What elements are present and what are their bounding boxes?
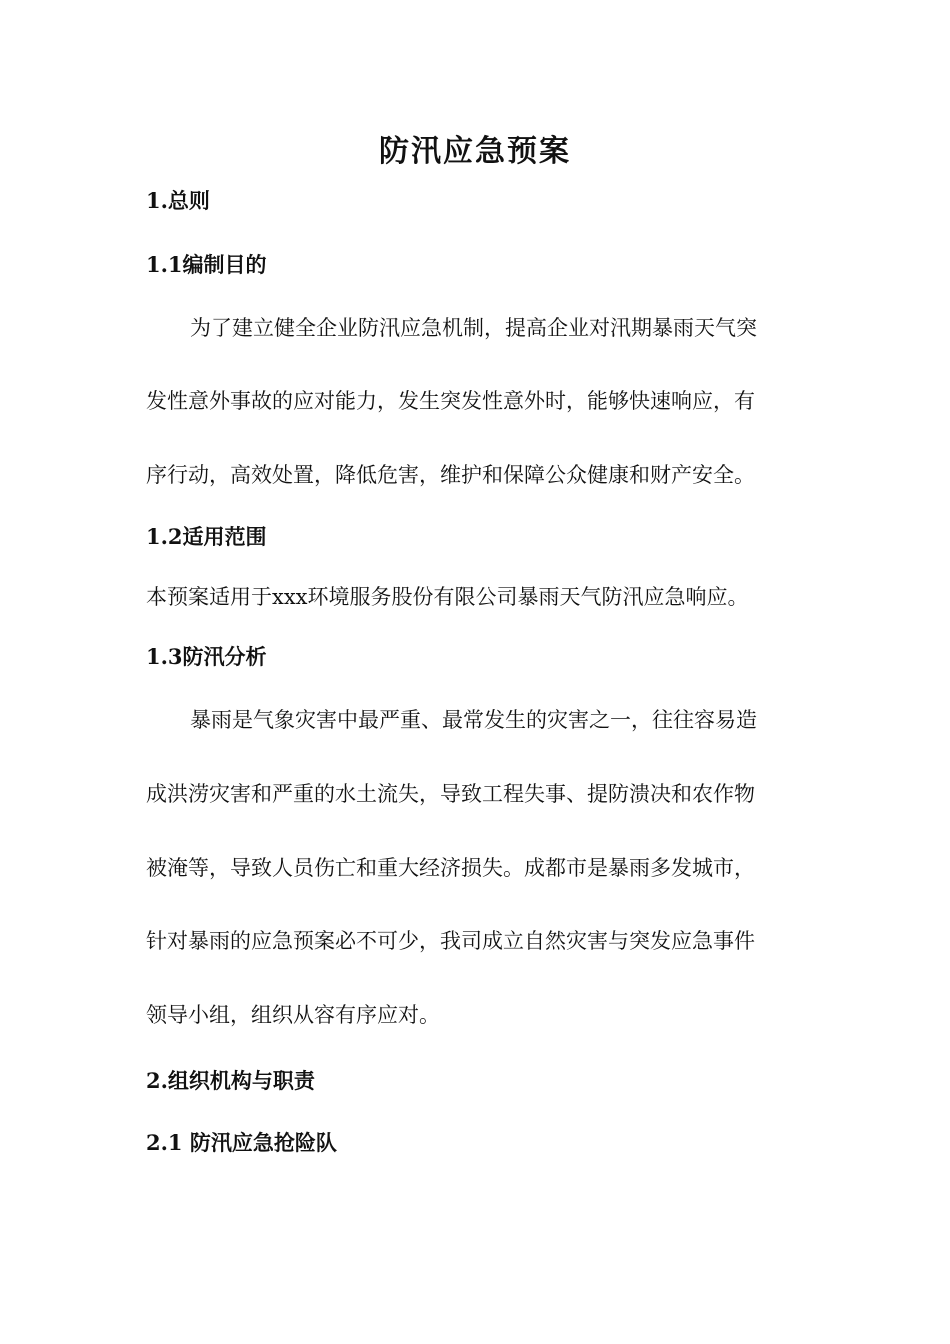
paragraph-line: 针对暴雨的应急预案必不可少，我司成立自然灾害与突发应急事件	[146, 929, 755, 953]
section-heading-1-2: 1.2适用范围	[146, 524, 267, 549]
section-heading-2: 2.组织机构与职责	[146, 1068, 315, 1093]
paragraph-line: 被淹等，导致人员伤亡和重大经济损失。成都市是暴雨多发城市，	[146, 856, 755, 880]
paragraph-line: 发性意外事故的应对能力，发生突发性意外时，能够快速响应，有	[146, 389, 755, 413]
section-heading-2-1: 2.1 防汛应急抢险队	[146, 1130, 337, 1155]
document-title: 防汛应急预案	[379, 134, 571, 169]
paragraph-line: 本预案适用于xxx环境服务股份有限公司暴雨天气防汛应急响应。	[146, 585, 749, 609]
paragraph-line: 序行动，高效处置，降低危害，维护和保障公众健康和财产安全。	[146, 463, 755, 487]
section-heading-1: 1.总则	[146, 188, 210, 213]
section-heading-1-1: 1.1编制目的	[146, 252, 267, 277]
paragraph-line: 为了建立健全企业防汛应急机制，提高企业对汛期暴雨天气突	[190, 316, 757, 340]
section-heading-1-3: 1.3防汛分析	[146, 644, 267, 669]
paragraph-line: 暴雨是气象灾害中最严重、最常发生的灾害之一，往往容易造	[190, 708, 757, 732]
paragraph-line: 领导小组，组织从容有序应对。	[146, 1003, 440, 1027]
paragraph-line: 成洪涝灾害和严重的水土流失，导致工程失事、提防溃决和农作物	[146, 782, 755, 806]
